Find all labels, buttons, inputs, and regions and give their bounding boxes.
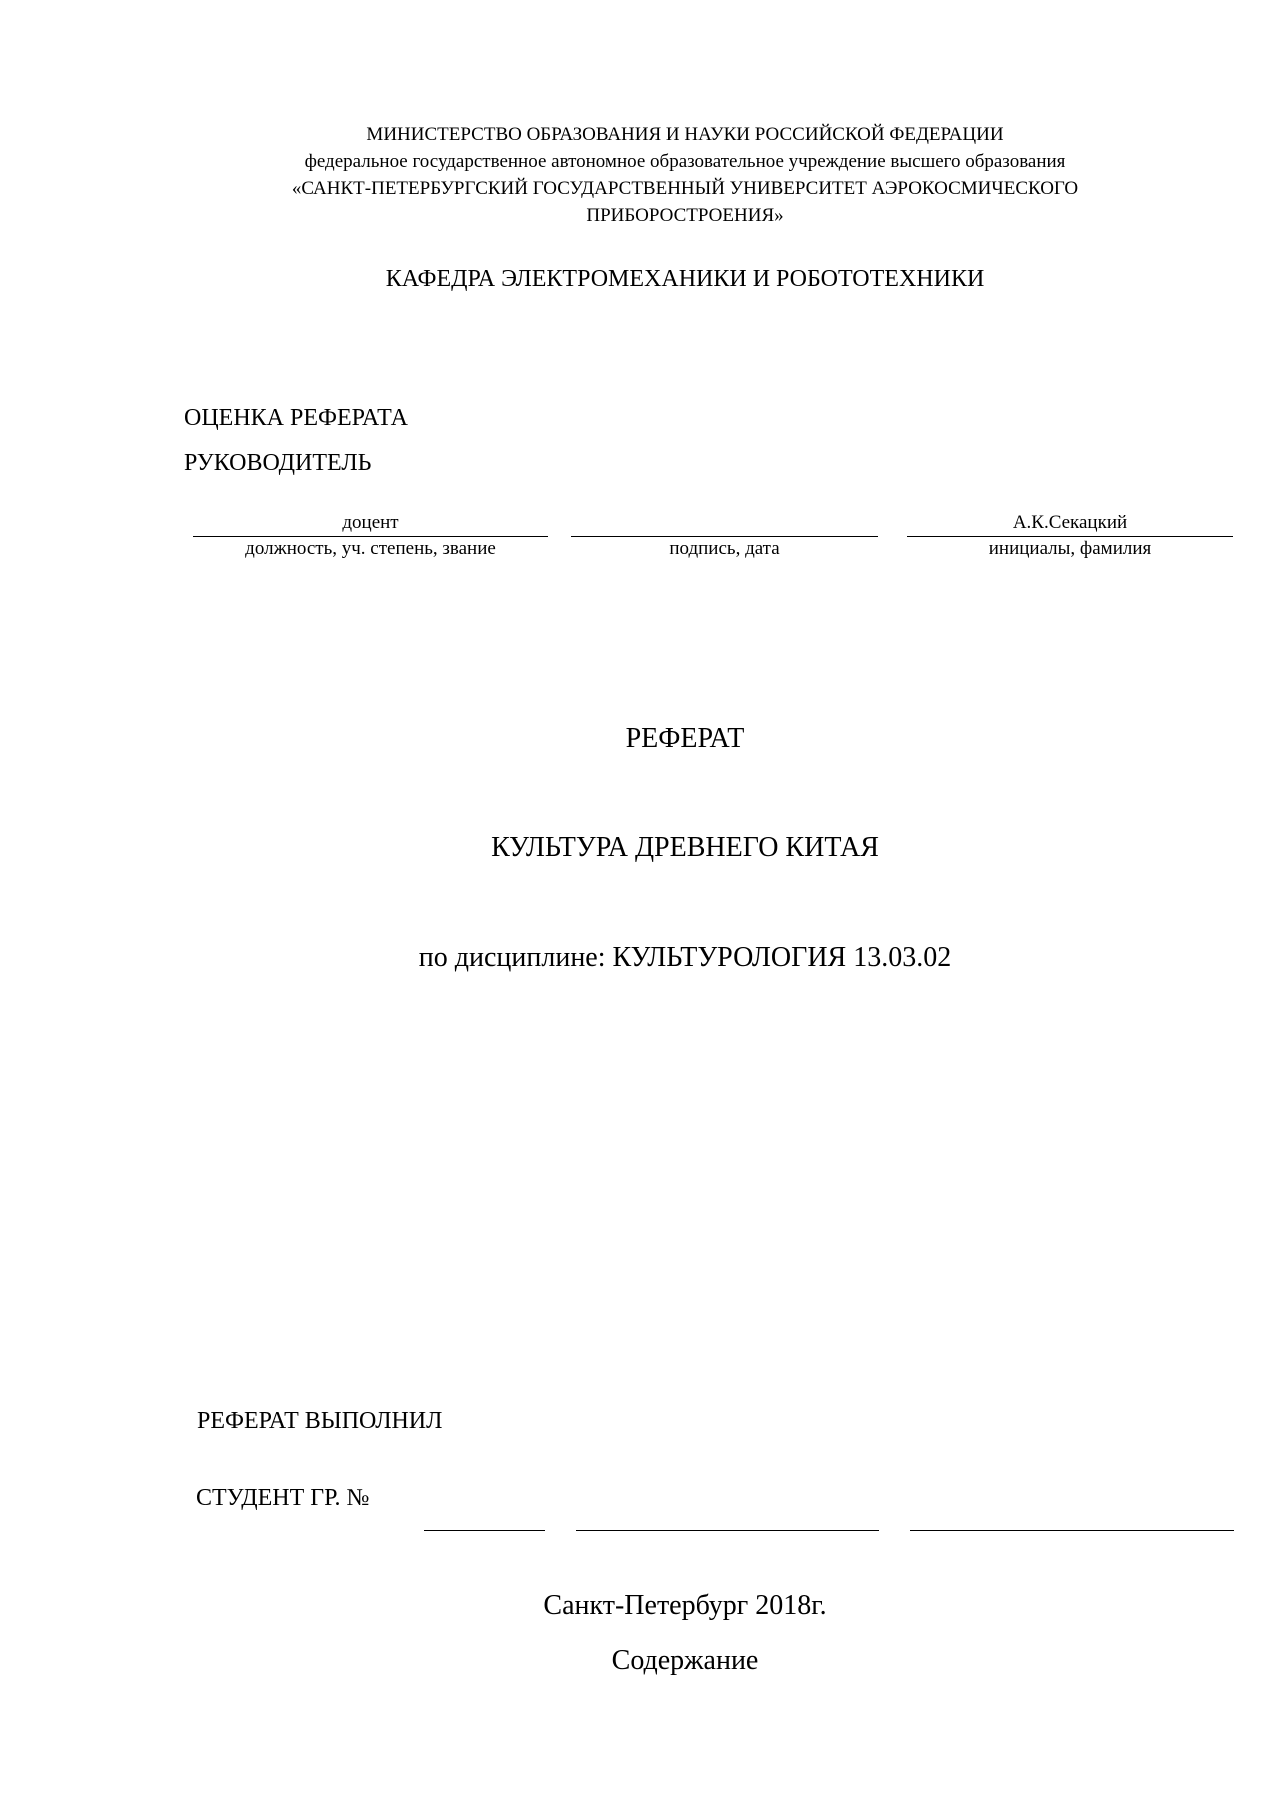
signature-caption: подпись, дата — [669, 538, 780, 559]
completed-by-label: РЕФЕРАТ ВЫПОЛНИЛ — [197, 1408, 443, 1434]
university-name-line1: «САНКТ-ПЕТЕРБУРГСКИЙ ГОСУДАРСТВЕННЫЙ УНИВЕРСИТЕТ АЭРОКОСМИЧЕСКОГО — [291, 178, 1079, 199]
university-name-line2: ПРИБОРОСТРОЕНИЯ» — [586, 205, 784, 226]
signature-field-line[interactable] — [571, 536, 878, 537]
supervisor-name-value: А.К.Секацкий — [1012, 512, 1128, 533]
ministry-heading: МИНИСТЕРСТВО ОБРАЗОВАНИЯ И НАУКИ РОССИЙСКОЙ ФЕДЕРАЦИИ — [366, 124, 1004, 145]
discipline-line: по дисциплине: КУЛЬТУРОЛОГИЯ 13.03.02 — [418, 942, 952, 973]
contents-heading: Содержание — [611, 1645, 759, 1676]
student-group-label: СТУДЕНТ ГР. № — [196, 1485, 370, 1511]
document-type: РЕФЕРАТ — [625, 723, 745, 754]
position-value: доцент — [342, 512, 399, 533]
student-signature-field-line[interactable] — [576, 1530, 879, 1531]
supervisor-label: РУКОВОДИТЕЛЬ — [184, 450, 372, 476]
essay-topic: КУЛЬТУРА ДРЕВНЕГО КИТАЯ — [491, 832, 879, 863]
position-caption: должность, уч. степень, звание — [245, 538, 496, 559]
city-year: Санкт-Петербург 2018г. — [543, 1590, 827, 1621]
grade-label: ОЦЕНКА РЕФЕРАТА — [184, 405, 408, 431]
name-caption: инициалы, фамилия — [988, 538, 1152, 559]
position-field-line[interactable] — [193, 536, 548, 537]
group-number-field-line[interactable] — [424, 1530, 545, 1531]
student-name-field-line[interactable] — [910, 1530, 1234, 1531]
institution-type: федеральное государственное автономное образовательное учреждение высшего образования — [304, 151, 1066, 172]
department-heading: КАФЕДРА ЭЛЕКТРОМЕХАНИКИ И РОБОТОТЕХНИКИ — [385, 266, 985, 292]
name-field-line[interactable] — [907, 536, 1233, 537]
